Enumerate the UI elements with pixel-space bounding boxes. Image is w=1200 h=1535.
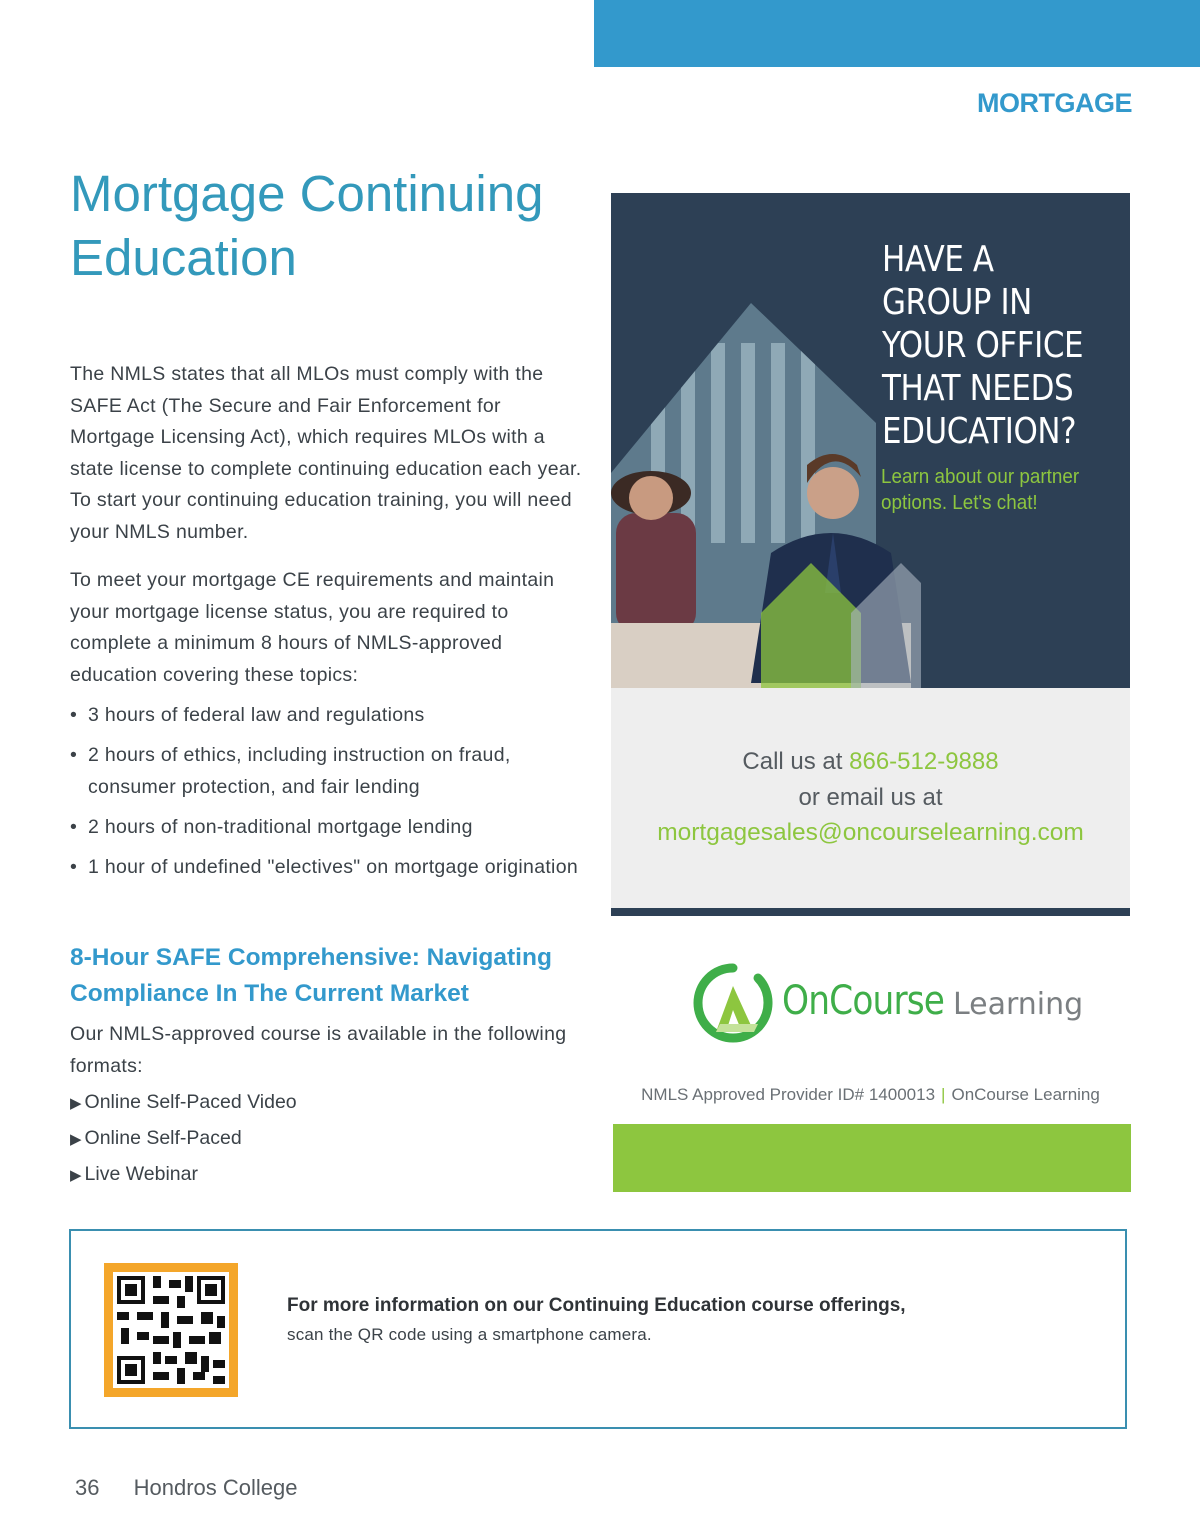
- provider-separator: |: [941, 1085, 946, 1104]
- course-intro: Our NMLS-approved course is available in the following formats:: [70, 1023, 567, 1077]
- list-item: • 1 hour of undefined "electives" on mortgage origination: [70, 852, 590, 884]
- topic-list: [70, 700, 590, 892]
- logo-suffix: Learning: [952, 987, 1084, 1022]
- intro-paragraph-2: To meet your mortgage CE requirements and maintain your mortgage license status, you are required to complete a minimum 8 hours of NMLS-approved education covering these topics:: [70, 569, 555, 686]
- page-number: 36: [75, 1475, 100, 1500]
- list-item: • 2 hours of ethics, including instruction on fraud, consumer protection, and fair lending: [70, 740, 590, 803]
- call-line: Call us at 866-512-9888: [742, 748, 999, 775]
- page-footer: [75, 1475, 297, 1501]
- top-accent-bar: [594, 0, 1200, 67]
- phone-link[interactable]: 866-512-9888: [849, 748, 999, 775]
- course-title: 8-Hour SAFE Comprehensive: Navigating Compliance In The Current Market: [70, 944, 552, 1007]
- info-box: [69, 1229, 1127, 1429]
- triangle-right-icon: ▶: [70, 1095, 82, 1112]
- list-item: ▶ Online Self-Paced Video: [70, 1091, 297, 1113]
- provider-name: OnCourse Learning: [951, 1085, 1100, 1104]
- ad-headline: HAVE A GROUP IN YOUR OFFICE THAT NEEDS EDUCATION?: [882, 239, 1084, 452]
- list-item: • 3 hours of federal law and regulations: [70, 700, 590, 732]
- info-subtext: scan the QR code using a smartphone camera.: [287, 1325, 652, 1344]
- bullet-icon: •: [70, 744, 78, 766]
- qr-code[interactable]: [104, 1263, 238, 1397]
- logo-brand: OnCourse: [782, 978, 945, 1024]
- triangle-right-icon: ▶: [70, 1167, 82, 1184]
- bullet-icon: •: [70, 704, 78, 726]
- intro-paragraph-1: The NMLS states that all MLOs must comply with the SAFE Act (The Secure and Fair Enforcement for Mortgage Licensing Act), which requires MLOs with a state license to complete continuing education each year. To start your continuing education training, you will need your NMLS number.: [70, 363, 582, 543]
- page-title-line1: Mortgage Continuing: [70, 165, 544, 222]
- list-item: ▶ Online Self-Paced: [70, 1127, 242, 1149]
- ad-bottom-bar: [611, 908, 1130, 916]
- publisher-name: Hondros College: [133, 1475, 298, 1500]
- list-item: • 2 hours of non-traditional mortgage lending: [70, 812, 590, 844]
- green-accent-bar: [613, 1124, 1131, 1192]
- info-heading: For more information on our Continuing Education course offerings,: [287, 1295, 906, 1316]
- section-label: MORTGAGE: [977, 88, 1132, 118]
- triangle-right-icon: ▶: [70, 1131, 82, 1148]
- bullet-icon: •: [70, 815, 78, 838]
- ad-subline: Learn about our partner options. Let's chat!: [881, 465, 1080, 514]
- oncourse-logo: [692, 962, 1084, 1046]
- page-title: [70, 162, 610, 290]
- format-list: [70, 1086, 297, 1194]
- list-item: ▶ Live Webinar: [70, 1163, 198, 1185]
- email-prefix: or email us at: [798, 784, 943, 811]
- provider-id: NMLS Approved Provider ID# 1400013: [641, 1085, 936, 1104]
- ad-contact-panel: [611, 688, 1130, 908]
- page-title-line2: Education: [70, 229, 297, 286]
- provider-line: [611, 1085, 1130, 1105]
- qr-code-icon: [113, 1272, 229, 1388]
- email-link[interactable]: mortgagesales@oncourselearning.com: [657, 819, 1084, 846]
- oncourse-logo-icon: [692, 962, 774, 1044]
- bullet-icon: •: [70, 855, 78, 878]
